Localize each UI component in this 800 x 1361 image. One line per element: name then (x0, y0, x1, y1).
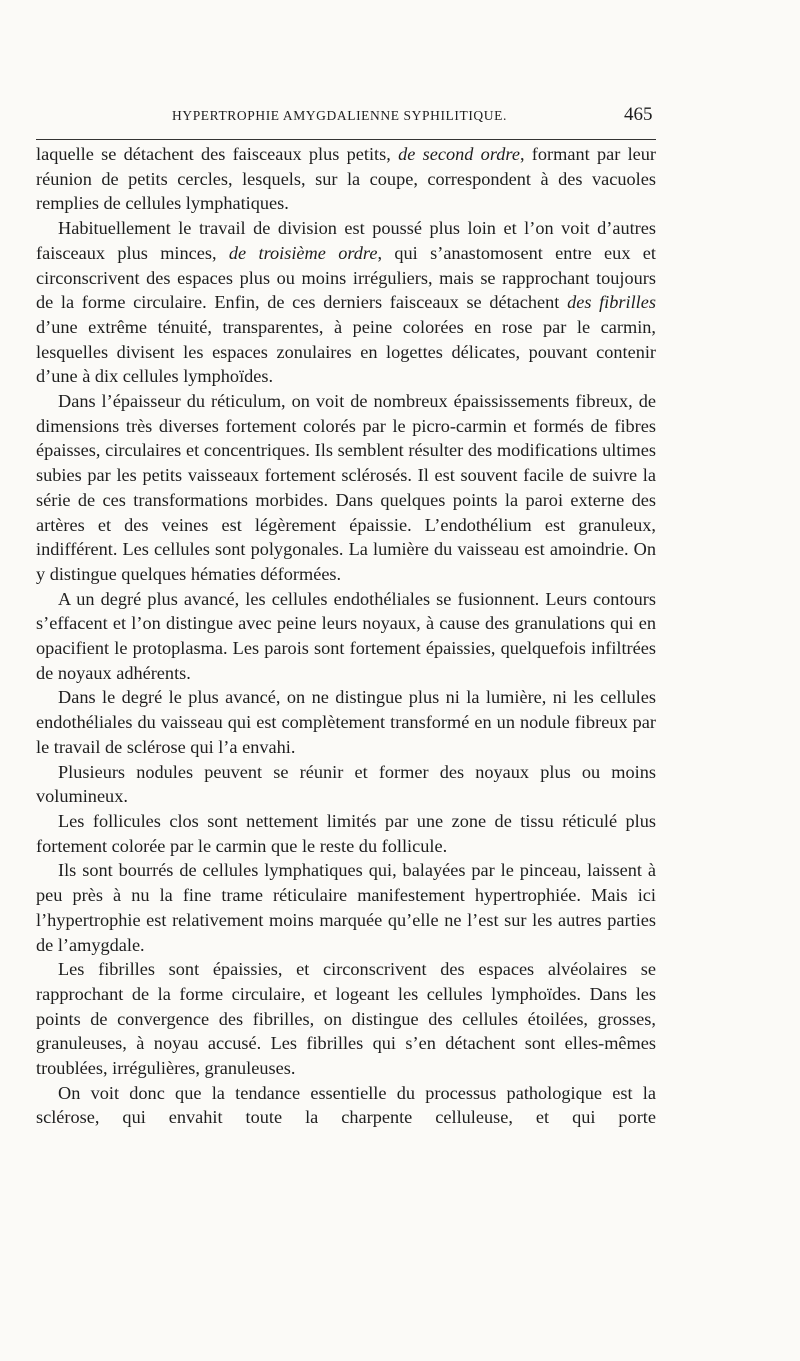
page-header (36, 104, 656, 128)
paragraph: Les fibrilles sont épaissies, et circonscrivent des espaces alvéolaires se rapprochant de la forme circulaire, et logeant les cellules lymphoïdes. Dans les points de convergence des fibrilles, on distingue des cellules étoilées, grosses, granuleuses, à noyau accusé. Les fibrilles qui s’en détachent sont elles-mêmes troublées, irrégulières, granuleuses. (36, 959, 656, 1079)
paragraph: On voit donc que la tendance essentielle du processus pathologique est la sclérose, qui envahit toute la charpente celluleuse, et qui porte (36, 1082, 656, 1128)
italic-term: de second ordre (398, 144, 520, 164)
italic-term: des fibrilles (567, 292, 656, 313)
paragraph: Habituellement le travail de division est poussé plus loin et l’on voit d’autres faisceaux plus minces, de troisième ordre, qui s’anastomosent entre eux et circonscrivent des espaces plus ou moins irréguliers, mais se rapprochant toujours de la forme circulaire. Enfin, de ces derniers faisceaux se détachent des fibrilles d’une extrême ténuité, transparentes, à peine colorées en rose par le carmin, lesquelles divisent les espaces zonulaires en logettes délicates, pouvant contenir d’une à dix cellules lymphoïdes. (36, 218, 656, 387)
paragraph: Les follicules clos sont nettement limités par une zone de tissu réticulé plus fortement colorée par le carmin que le reste du follicule. (36, 810, 656, 856)
paragraph: Plusieurs nodules peuvent se réunir et former des noyaux plus ou moins volumineux. (36, 761, 656, 807)
paragraph: laquelle se détachent des faisceaux plus petits, de second ordre, formant par leur réunion de petits cercles, lesquels, sur la coupe, correspondent à des vacuoles remplies de cellules lymphatiques. (36, 144, 656, 214)
body-text (36, 142, 656, 1130)
page-number: 465 (624, 104, 653, 125)
paragraph: Dans l’épaisseur du réticulum, on voit de nombreux épaississements fibreux, de dimensions très diverses fortement colorés par le picro-carmin et formés de fibres épaisses, circulaires et concentriques. Ils semblent résulter des modifications ultimes subies par les petits vaisseaux fortement sclérosés. Il est souvent facile de suivre la série de ces transformations morbides. Dans quelques points la paroi externe des artères et des veines est légèrement épaissie. L’endothélium est granuleux, indifférent. Les cellules sont polygonales. La lumière du vaisseau est amoindrie. On y distingue quelques hématies déformées. (36, 391, 656, 584)
italic-term: de troisième ordre (228, 242, 378, 263)
header-rule (36, 139, 656, 140)
paragraph: Ils sont bourrés de cellules lymphatiques qui, balayées par le pinceau, laissent à peu près à nu la fine trame réticulaire manifestement hypertrophiée. Mais ici l’hypertrophie est relativement moins marquée qu’elle ne l’est sur les autres parties de l’amygdale. (36, 860, 656, 955)
paragraph: Dans le degré le plus avancé, on ne distingue plus ni la lumière, ni les cellules endothéliales du vaisseau qui est complètement transformé en un nodule fibreux par le travail de sclérose qui l’a envahi. (36, 687, 656, 757)
paragraph: A un degré plus avancé, les cellules endothéliales se fusionnent. Leurs contours s’effacent et l’on distingue avec peine leurs noyaux, à cause des granulations qui en opacifient le protoplasma. Les parois sont fortement épaissies, quelquefois infiltrées de noyaux adhérents. (36, 588, 656, 683)
running-title: HYPERTROPHIE AMYGDALIENNE SYPHILITIQUE. (172, 108, 507, 123)
